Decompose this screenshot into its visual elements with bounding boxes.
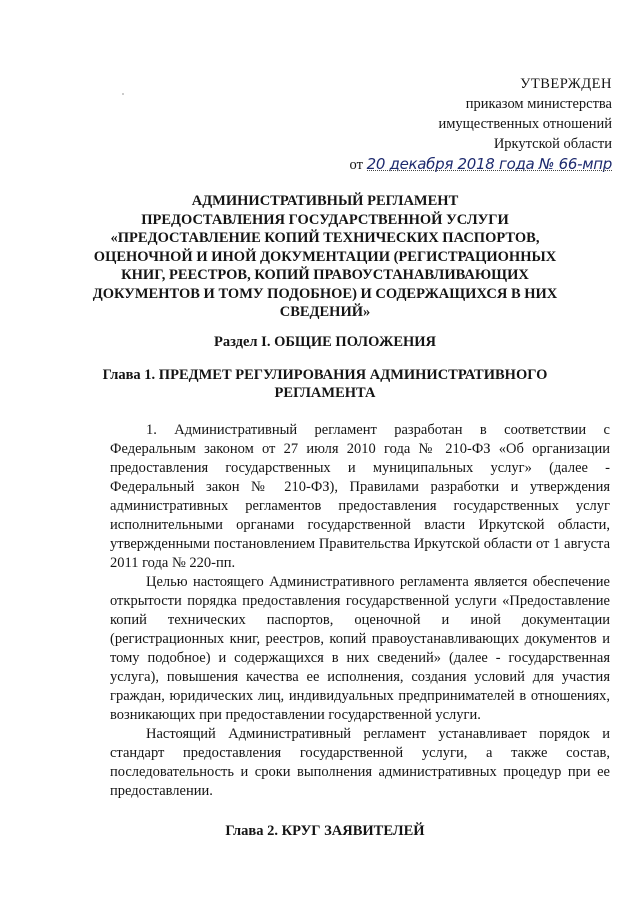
approval-line: приказом министерства (465, 96, 612, 112)
title-line: КНИГ, РЕЕСТРОВ, КОПИЙ ПРАВОУСТАНАВЛИВАЮЩИХ (121, 267, 529, 283)
section-heading: Раздел I. ОБЩИЕ ПОЛОЖЕНИЯ (213, 334, 437, 350)
title-line: ДОКУМЕНТОВ И ТОМУ ПОДОБНОЕ) И СОДЕРЖАЩИХСЯ В НИХ (92, 285, 558, 302)
chapter-2-heading: Глава 2. КРУГ ЗАЯВИТЕЛЕЙ (225, 823, 425, 839)
chapter-1-heading (60, 366, 590, 402)
paragraph: Настоящий Административный регламент устанавливает порядок и стандарт предоставления государственной услуги, а также состав, последовательность и сроки выполнения административных процедур при ее предоставлении. (110, 726, 610, 799)
chapter-heading-line: Глава 1. ПРЕДМЕТ РЕГУЛИРОВАНИЯ АДМИНИСТРАТИВНОГО (102, 367, 548, 383)
title-line: АДМИНИСТРАТИВНЫЙ РЕГЛАМЕНТ (191, 193, 459, 209)
approval-line: имущественных отношений (438, 116, 612, 132)
document-title (60, 192, 590, 322)
title-line: ПРЕДОСТАВЛЕНИЯ ГОСУДАРСТВЕННОЙ УСЛУГИ (141, 211, 509, 228)
approval-stamp-block (332, 74, 612, 175)
chapter-heading-line: РЕГЛАМЕНТА (274, 385, 376, 401)
title-line: ОЦЕНОЧНОЙ И ИНОЙ ДОКУМЕНТАЦИИ (РЕГИСТРАЦИОННЫХ (93, 248, 557, 265)
approval-date (332, 154, 612, 175)
title-line: СВЕДЕНИЙ» (279, 304, 371, 320)
title-line: «ПРЕДОСТАВЛЕНИЕ КОПИЙ ТЕХНИЧЕСКИХ ПАСПОРТОВ, (110, 230, 540, 246)
chapter-1-body (110, 421, 610, 801)
handwritten-date: 20 декабря 2018 года № 66-мпр (366, 155, 612, 173)
paragraph: 1. Административный регламент разработан в соответствии с Федеральным законом от 27 июля 2010 года № 210-ФЗ «Об организации предоставления государственных и муниципальных услуг» (далее - Федеральный закон № 210-ФЗ), Правилами разработки и утверждения административных регламентов предоставления государственных услуг исполнительными органами государственной власти Иркутской области, утвержденными постановлением Правительства Иркутской области от 1 августа 2011 года № 220-пп. (110, 422, 610, 571)
approval-line: Иркутской области (493, 136, 612, 152)
approval-title: УТВЕРЖДЕН (520, 76, 612, 92)
paragraph: Целью настоящего Административного регламента является обеспечение открытости порядка предоставления государственной услуги «Предоставление копий технических паспортов, оценочной и иной документации (регистрационных книг, реестров, копий правоустанавливающих документов и тому подобное) и содержащихся в них сведений» (далее - государственная услуга), повышения качества ее исполнения, создания условий для участия граждан, юридических лиц, индивидуальных предпринимателей в отношениях, возникающих при предоставлении государственной услуги. (110, 574, 610, 723)
date-prefix: от (349, 157, 363, 173)
scan-artifact (122, 93, 124, 95)
